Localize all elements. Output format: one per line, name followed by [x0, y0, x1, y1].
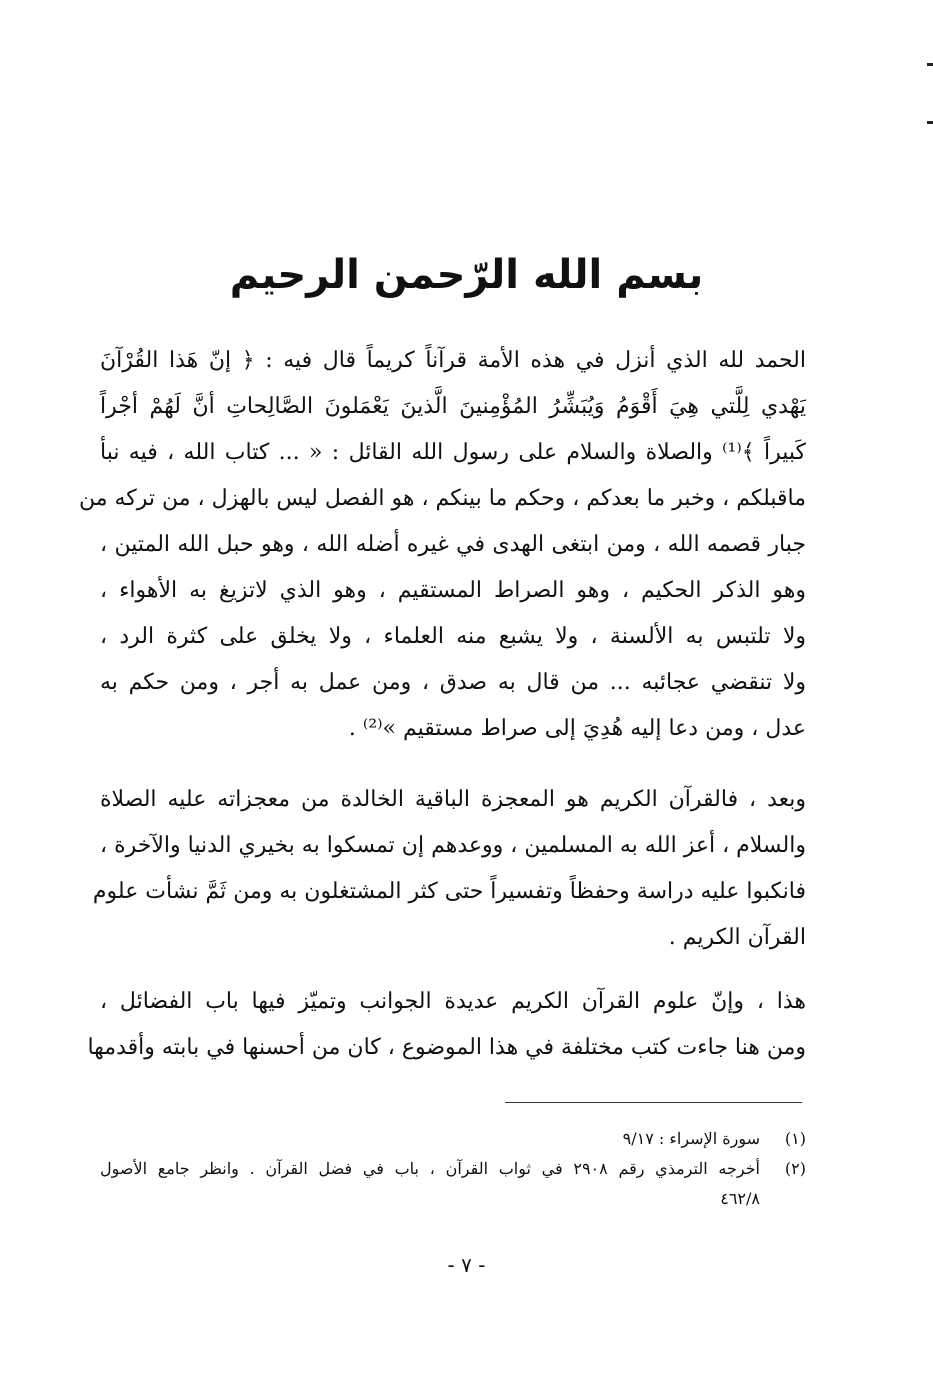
text-line: فانكبوا عليه دراسة وحفظاً وتفسيراً حتى كثر المشتغلون به ومن ثَمَّ نشأت علوم: [92, 879, 806, 904]
paragraph-second: [92, 777, 806, 961]
footnote-item: [100, 1154, 806, 1214]
scan-edge-mark: [927, 63, 933, 66]
footnote-separator: [505, 1102, 802, 1103]
text-line: كَبيراً ﴾⁽¹⁾ والصلاة والسلام على رسول الله القائل : « ... كتاب الله ، فيه نبأ: [100, 440, 807, 465]
text-line: هذا ، وإنّ علوم القرآن الكريم عديدة الجوانب وتميّز فيها باب الفضائل ،: [100, 989, 806, 1014]
paragraph-introduction: [78, 338, 807, 752]
text-line: وبعد ، فالقرآن الكريم هو المعجزة الباقية الخالدة من معجزاته عليه الصلاة: [100, 787, 806, 812]
text-line: ولا تلتبس به الألسنة ، ولا يشبع منه العلماء ، ولا يخلق على كثرة الرد ،: [100, 624, 806, 649]
footnote-line: ٤٦٢/٨: [720, 1189, 760, 1208]
text-line: يَهْدي لِلَّتي هِيَ أَقْوَمُ وَيُبَشِّرُ المُؤْمِنينَ الَّذينَ يَعْمَلونَ الصَّالِحاتِ أنَّ لَهُمْ أجْراً: [100, 394, 806, 419]
text-line: ولا تنقضي عجائبه ... من قال به صدق ، ومن عمل به أجر ، ومن حكم به: [100, 670, 806, 695]
text-line: والسلام ، أعز الله به المسلمين ، ووعدهم إن تمسكوا به بخيري الدنيا والآخرة ،: [100, 833, 806, 858]
footnote-line: سورة الإسراء : ٩/١٧: [622, 1129, 760, 1148]
text-line: ماقبلكم ، وخبر ما بعدكم ، وحكم ما بينكم ، هو الفصل ليس بالهزل ، من تركه من: [78, 486, 806, 511]
footnote-text: [100, 1154, 760, 1214]
page-title: بسم الله الرّحمن الرحيم: [229, 252, 704, 298]
text-line: وهو الذكر الحكيم ، وهو الصراط المستقيم ، وهو الذي لاتزيغ به الأهواء ،: [100, 578, 806, 603]
footnote-number: (٢): [784, 1159, 806, 1178]
text-line: جبار قصمه الله ، ومن ابتغى الهدى في غيره أضله الله ، وهو حبل الله المتين ،: [100, 532, 806, 557]
footnote-item: [100, 1124, 806, 1154]
footnote-line: أخرجه الترمذي رقم ٢٩٠٨ في ثواب القرآن ، باب في فضل القرآن . وانظر جامع الأصول: [100, 1159, 760, 1178]
paragraph-third: [87, 979, 806, 1071]
footnotes: [100, 1124, 806, 1214]
footnote-number: (١): [784, 1129, 806, 1148]
text-line: الحمد لله الذي أنزل في هذه الأمة قرآناً كريماً قال فيه : ﴿ إنّ هَذا القُرْآنَ: [100, 348, 806, 373]
text-line: عدل ، ومن دعا إليه هُدِيَ إلى صراط مستقيم »⁽²⁾ .: [348, 716, 806, 741]
text-line: ومن هنا جاءت كتب مختلفة في هذا الموضوع ، كان من أحسنها في بابته وأقدمها: [87, 1035, 806, 1060]
text-line: القرآن الكريم .: [668, 925, 806, 950]
page-number: - ٧ -: [447, 1253, 486, 1277]
scan-edge-mark: [927, 121, 933, 124]
footnote-text: [100, 1124, 760, 1154]
